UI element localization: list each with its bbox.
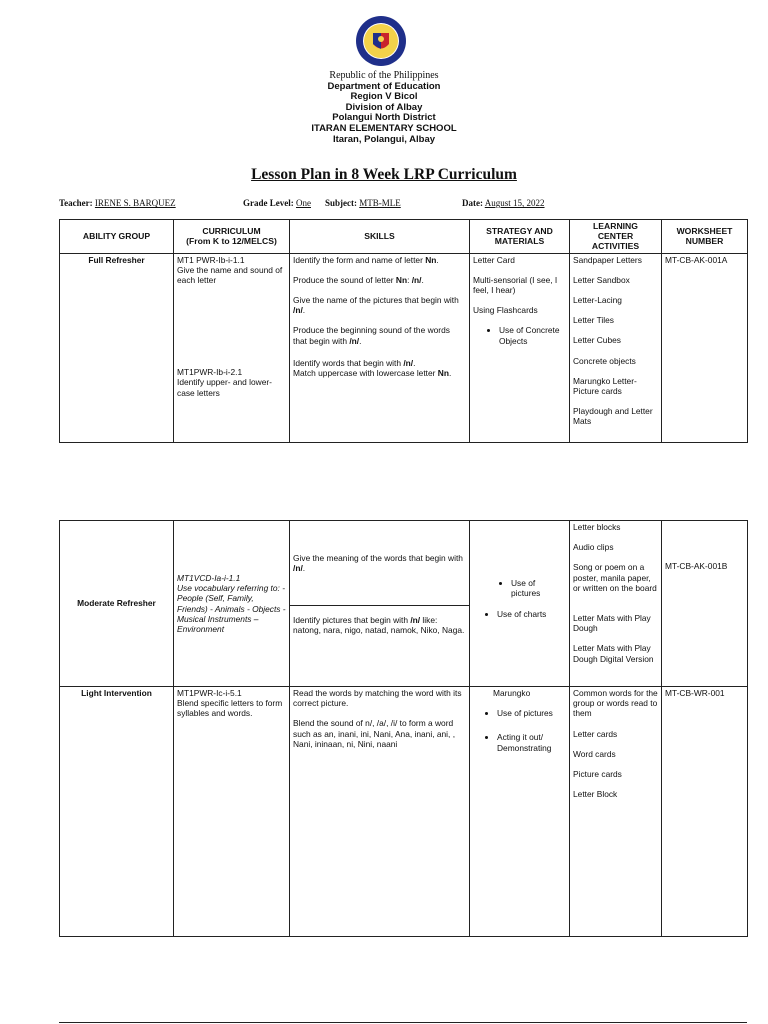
col-worksheet: WORKSHEET NUMBER [662,220,748,254]
list-item: • Use of charts [497,609,566,619]
deped-seal-logo [355,15,407,67]
col-ability-group: ABILITY GROUP [60,220,174,254]
header-district: Polangui North District [332,112,436,124]
header-address: Itaran, Polangui, Albay [332,133,436,145]
table-row-moderate-refresher [60,521,748,606]
strategy-full: Letter Card Multi-sensorial (I see, I feel, I hear) Using Flashcards • Use of Concrete Objects [470,253,570,442]
teacher-label: Teacher: [59,198,93,208]
date-value: August 15, 2022 [484,198,545,208]
col-curriculum: CURRICULUM (From K to 12/MELCS) [174,220,290,254]
col-strategy: STRATEGY AND MATERIALS [470,220,570,254]
grade-value: One [296,198,311,208]
grade-label: Grade Level: [243,198,294,208]
subject-field [325,198,401,208]
skills-moderate-2: Identify pictures that begin with /n/ like: natong, nara, nigo, natad, namok, Niko, Naga. [290,606,470,687]
footer-divider [59,1022,747,1023]
list-item: • Use of pictures [511,578,566,598]
ability-group-moderate: Moderate Refresher [60,521,174,687]
ability-group-full: Full Refresher [60,253,174,442]
letterhead [0,71,768,145]
curriculum-light: MT1PWR-Ic-i-5.1 Blend specific letters to form syllables and words. [174,687,290,937]
table-row-full-refresher [60,253,748,442]
learning-center-light: Common words for the group or words read to them Letter cards Word cards Picture cards Letter Block [570,687,662,937]
header-republic: Republic of the Philippines [329,70,439,81]
header-region: Region V Bicol [350,91,418,103]
teacher-value: IRENE S. BARQUEZ [94,198,176,208]
curriculum-full: MT1 PWR-Ib-i-1.1 Give the name and sound of each letter MT1PWR-Ib-i-2.1 Identify upper- and lower-case letters [174,253,290,442]
strategy-moderate [470,521,570,687]
worksheet-full: MT-CB-AK-001A [662,253,748,442]
header-division: Division of Albay [345,101,423,113]
document-title: Lesson Plan in 8 Week LRP Curriculum [251,166,517,183]
learning-center-moderate: Letter blocks Audio clips Song or poem on a poster, manila paper, or written on the board Letter Mats with Play Dough Letter Mats with Play Dough Digital Version [570,521,662,687]
curriculum-moderate: MT1VCD-Ia-i-1.1 Use vocabulary referring to: - People (Self, Family, Friends) - Animals - Objects - Musical Instruments – Environment [174,521,290,687]
col-learning-center: LEARNING CENTER ACTIVITIES [570,220,662,254]
skills-full: Identify the form and name of letter Nn. Produce the sound of letter Nn: /n/. Give the name of the pictures that begin with /n/. Produce the beginning sound of the words that begin with /n/. Identify words that begin with /n/. Match uppercase with lowercase letter Nn. [290,253,470,442]
header-department: Department of Education [327,80,441,92]
subject-label: Subject: [325,198,357,208]
list-item: • Acting it out/ Demonstrating [497,732,566,752]
table-row-light-intervention [60,687,748,937]
date-field [462,198,545,208]
teacher-field [59,198,176,208]
col-skills: SKILLS [290,220,470,254]
table-header-row [60,220,748,254]
worksheet-light: MT-CB-WR-001 [662,687,748,937]
learning-center-full: Sandpaper Letters Letter Sandbox Letter-Lacing Letter Tiles Letter Cubes Concrete objects Marungko Letter-Picture cards Playdough and Letter Mats [570,253,662,442]
ability-group-light: Light Intervention [60,687,174,937]
lesson-table-full [59,219,748,443]
strategy-light: Marungko • Use of pictures • Acting it out/ Demonstrating [470,687,570,937]
date-label: Date: [462,198,483,208]
grade-field [243,198,311,208]
header-school: ITARAN ELEMENTARY SCHOOL [311,122,457,134]
list-item: • Use of pictures [497,708,566,718]
skills-moderate-1: Give the meaning of the words that begin with /n/. [290,521,470,606]
worksheet-moderate: MT-CB-AK-001B [662,521,748,687]
skills-light: Read the words by matching the word with its correct picture. Blend the sound of n/, /a/, /i/ to form a word such as an, inani, ini, Nani, Ana, inani, ani, , Nani, ininaan, ni, Nini, naani [290,687,470,937]
subject-value: MTB-MLE [359,198,401,208]
lesson-table-moderate-light [59,520,748,937]
list-item: • Use of Concrete Objects [499,325,566,345]
